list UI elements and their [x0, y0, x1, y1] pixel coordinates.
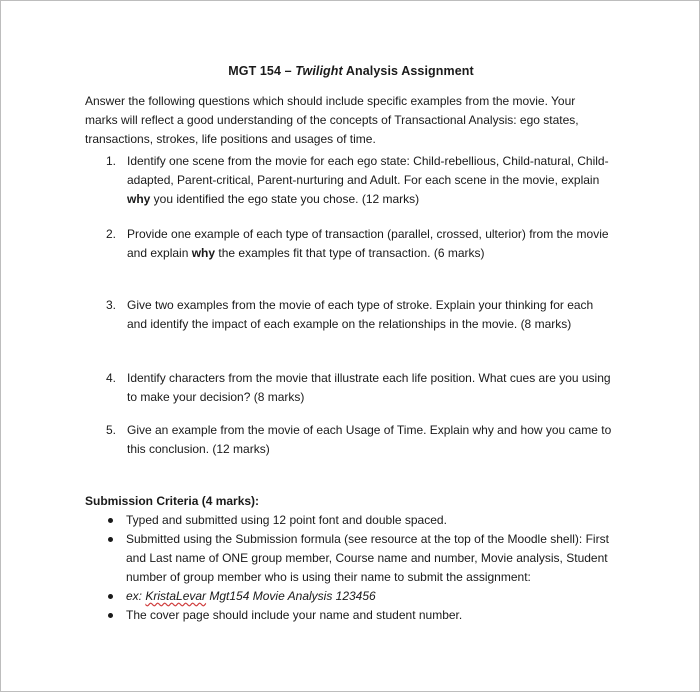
submission-list	[106, 511, 626, 625]
question-text: Identify characters from the movie that illustrate each life position. What cues are you using to make your decision? (8 marks)	[127, 371, 611, 404]
document-title: MGT 154 – Twilight Analysis Assignment	[228, 64, 474, 78]
question-number: 4.	[106, 371, 117, 385]
question-text: Provide one example of each type of transaction (parallel, crossed, ulterior) from the movie and explain why the examples fit that type of transaction. (6 marks)	[127, 227, 609, 260]
question-text: Identify one scene from the movie for each ego state: Child-rebellious, Child-natural, Child-adapted, Parent-critical, Parent-nurturing and Adult. For each scene in the movie, explain why you identified the ego state you chose. (12 marks)	[127, 154, 609, 206]
submission-heading: Submission Criteria (4 marks):	[85, 494, 260, 508]
question-2	[106, 225, 616, 263]
question-number: 2.	[106, 227, 117, 241]
question-number: 3.	[106, 298, 117, 312]
spellcheck-word: KristaLevar	[145, 589, 207, 603]
question-1	[106, 152, 616, 209]
question-5	[106, 421, 616, 459]
question-number: 1.	[106, 154, 117, 168]
intro-paragraph: Answer the following questions which should include specific examples from the movie. Your marks will reflect a good understanding of the concepts of Transactional Analysis: ego states, transactions, strokes, life positions and usages of time.	[85, 94, 579, 146]
list-item: Typed and submitted using 12 point font and double spaced.	[106, 511, 626, 530]
question-3	[106, 296, 616, 334]
question-4	[106, 369, 616, 407]
list-item: ex: KristaLevar Mgt154 Movie Analysis 123456	[106, 587, 626, 606]
list-item: The cover page should include your name and student number.	[106, 606, 626, 625]
bullet-icon	[108, 613, 113, 618]
bullet-icon	[108, 518, 113, 523]
question-number: 5.	[106, 423, 117, 437]
bullet-icon	[108, 537, 113, 542]
list-item: Submitted using the Submission formula (see resource at the top of the Moodle shell): First and Last name of ONE group member, Course name and number, Movie analysis, Student number of group member who is using their name to submit the assignment:	[106, 530, 626, 587]
question-text: Give two examples from the movie of each type of stroke. Explain your thinking for each and identify the impact of each example on the relationships in the movie. (8 marks)	[127, 298, 594, 331]
bullet-icon	[108, 594, 113, 599]
question-text: Give an example from the movie of each Usage of Time. Explain why and how you came to this conclusion. (12 marks)	[127, 423, 612, 456]
